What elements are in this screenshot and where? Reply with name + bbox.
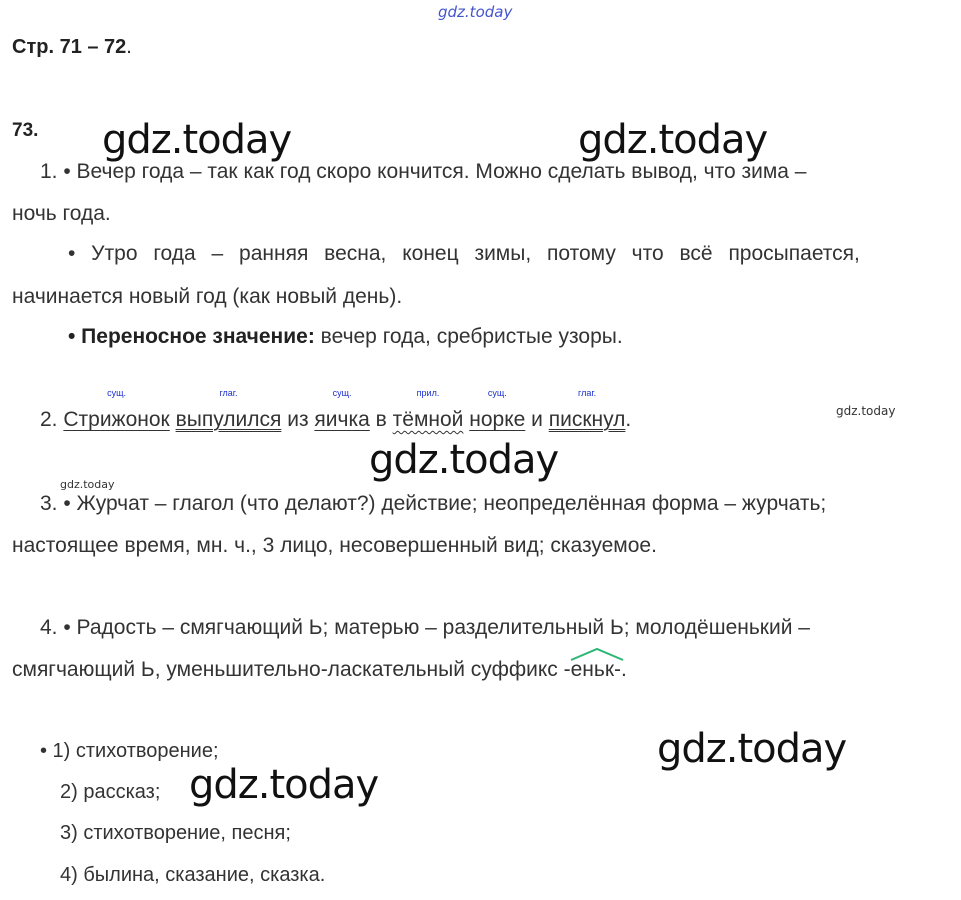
watermark-5: gdz.today: [60, 478, 115, 491]
suffix-marked: [571, 658, 614, 682]
sentence-word-text: выпулился: [175, 408, 282, 431]
figurative-meaning-text: вечер года, сребристые узоры.: [314, 325, 623, 348]
watermark-6: gdz.today: [657, 726, 847, 772]
sentence-word-text: Стрижонок: [63, 408, 170, 431]
suffix-text: еньк: [570, 658, 615, 681]
pos-label: прил.: [416, 388, 440, 398]
watermark-1: gdz.today: [102, 117, 292, 163]
list-item-1: • 1) стихотворение;: [40, 740, 219, 762]
item3-line2: настоящее время, мн. ч., 3 лицо, несовершенный вид; сказуемое.: [12, 534, 657, 557]
sentence-word-text: пискнул: [548, 408, 626, 431]
list-item-2: 2) рассказ;: [60, 781, 161, 803]
item4-line2: [12, 658, 627, 682]
watermark-top: gdz.today: [438, 3, 513, 21]
sentence-word-text: норке: [469, 408, 526, 431]
item1-line1: 1. • Вечер года – так как год скоро кончится. Можно сделать вывод, что зима –: [40, 160, 807, 183]
sentence-word: [392, 388, 464, 432]
item1-line5: [68, 325, 623, 349]
page-heading-text: Стр. 71 – 72: [12, 36, 127, 58]
sentence-word: [469, 388, 526, 432]
pos-label: сущ.: [332, 388, 352, 398]
sentence-word-text: в: [375, 408, 387, 431]
suffix-arc-icon: [569, 646, 625, 662]
sentence-word-text: и: [531, 408, 543, 431]
sentence-word: [287, 408, 308, 432]
task-number: 73.: [12, 120, 39, 141]
watermark-4: gdz.today: [369, 437, 559, 483]
list-item-3: 3) стихотворение, песня;: [60, 822, 291, 844]
pos-label: сущ.: [487, 388, 507, 398]
sentence-word-text: тёмной: [392, 408, 464, 431]
watermark-2: gdz.today: [578, 117, 768, 163]
item1-line4: начинается новый год (как новый день).: [12, 285, 403, 308]
figurative-meaning-label: • Переносное значение:: [68, 325, 315, 348]
item2-number: 2.: [40, 408, 64, 431]
item2-words: [63, 388, 626, 431]
item4-line2-start: смягчающий Ь, уменьшительно-ласкательный суффикс -: [12, 658, 571, 681]
item1-line3: [68, 242, 945, 266]
sentence-word: [314, 388, 370, 432]
pos-label: сущ.: [107, 388, 126, 398]
sentence-word-text: яичка: [314, 408, 370, 431]
page-heading-dot: .: [126, 36, 132, 58]
sentence-word: [175, 388, 282, 432]
item1-line2: ночь года.: [12, 202, 111, 225]
watermark-7: gdz.today: [189, 762, 379, 808]
pos-label: глаг.: [578, 388, 597, 398]
item4-line2-end: -.: [614, 658, 627, 681]
sentence-word: [531, 408, 543, 432]
watermark-3: gdz.today: [836, 404, 896, 418]
sentence-word: [548, 388, 626, 432]
sentence-word: [376, 408, 387, 432]
page-heading: [12, 36, 132, 59]
item4-line1: 4. • Радость – смягчающий Ь; матерью – разделительный Ь; молодёшенький –: [40, 616, 810, 639]
item2-end: .: [625, 408, 632, 431]
item3-line1: 3. • Журчат – глагол (что делают?) действие; неопределённая форма – журчать;: [40, 492, 827, 515]
item2-sentence: [40, 388, 632, 432]
pos-label: глаг.: [219, 388, 238, 398]
sentence-word-text: из: [287, 408, 309, 431]
sentence-word: [63, 388, 170, 432]
list-item-4: 4) былина, сказание, сказка.: [60, 864, 326, 886]
item1-line3-text: • Утро года – ранняя весна, конец зимы, потому что всё просыпается,: [68, 242, 860, 265]
